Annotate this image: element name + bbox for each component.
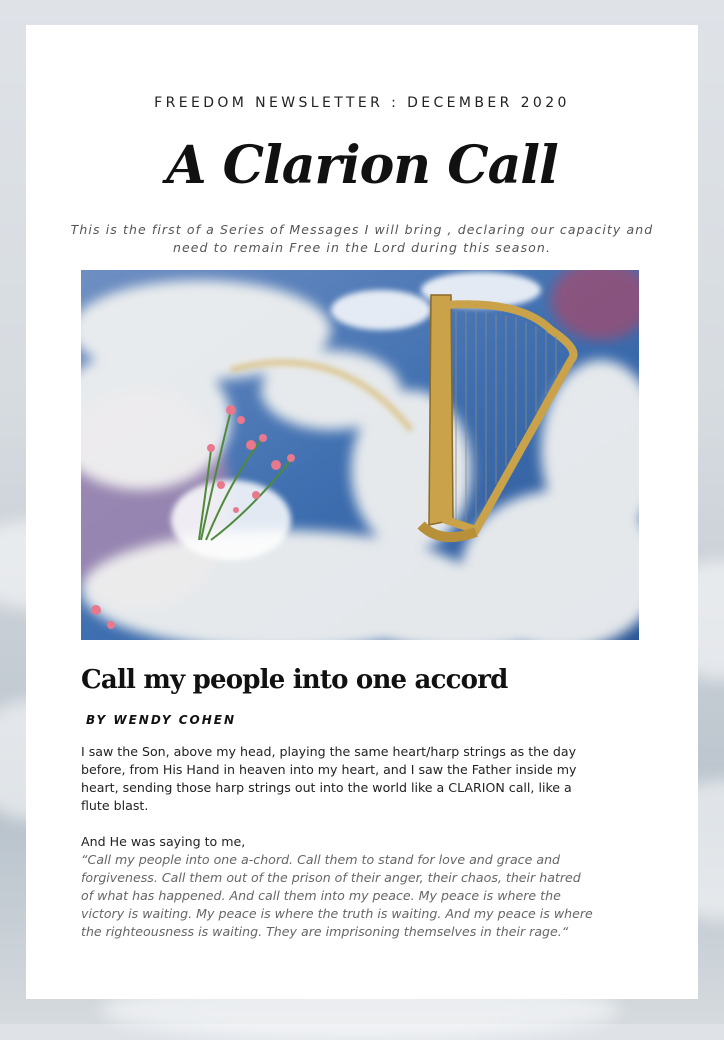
quote-line: the righteousness is waiting. They are imprisoning themselves in their rage.“ [81,924,569,939]
paragraph-line: before, from His Hand in heaven into my heart, and I saw the Father inside my [81,762,577,777]
subtitle-line: need to remain Free in the Lord during this season. [172,240,552,255]
subtitle [66,221,658,257]
subtitle-line: This is the first of a Series of Messages I will bring , declaring our capacity and [70,222,654,237]
article-body [81,743,641,941]
paragraph-line: flute blast. [81,798,149,813]
newsletter-kicker: FREEDOM NEWSLETTER : DECEMBER 2020 [154,95,570,111]
quote-line: of what has happened. And call them into my peace. My peace is where the [81,888,561,903]
article-byline: BY WENDY COHEN [86,713,237,727]
quote-line: victory is waiting. My peace is where the truth is waiting. And my peace is where [81,906,593,921]
harp-painting-image [81,270,639,640]
newsletter-page [26,25,698,999]
quote-line: forgiveness. Call them out of the prison of their anger, their chaos, their hatred [81,870,581,885]
article-heading: Call my people into one accord [81,665,508,695]
quote-line: “Call my people into one a-chord. Call them to stand for love and grace and [81,852,561,867]
paragraph-line: I saw the Son, above my head, playing the same heart/harp strings as the day [81,744,577,759]
paragraph-intro: And He was saying to me, [81,834,246,849]
paragraph-line: heart, sending those harp strings out into the world like a CLARION call, like a [81,780,572,795]
page-title: A Clarion Call [166,135,558,196]
